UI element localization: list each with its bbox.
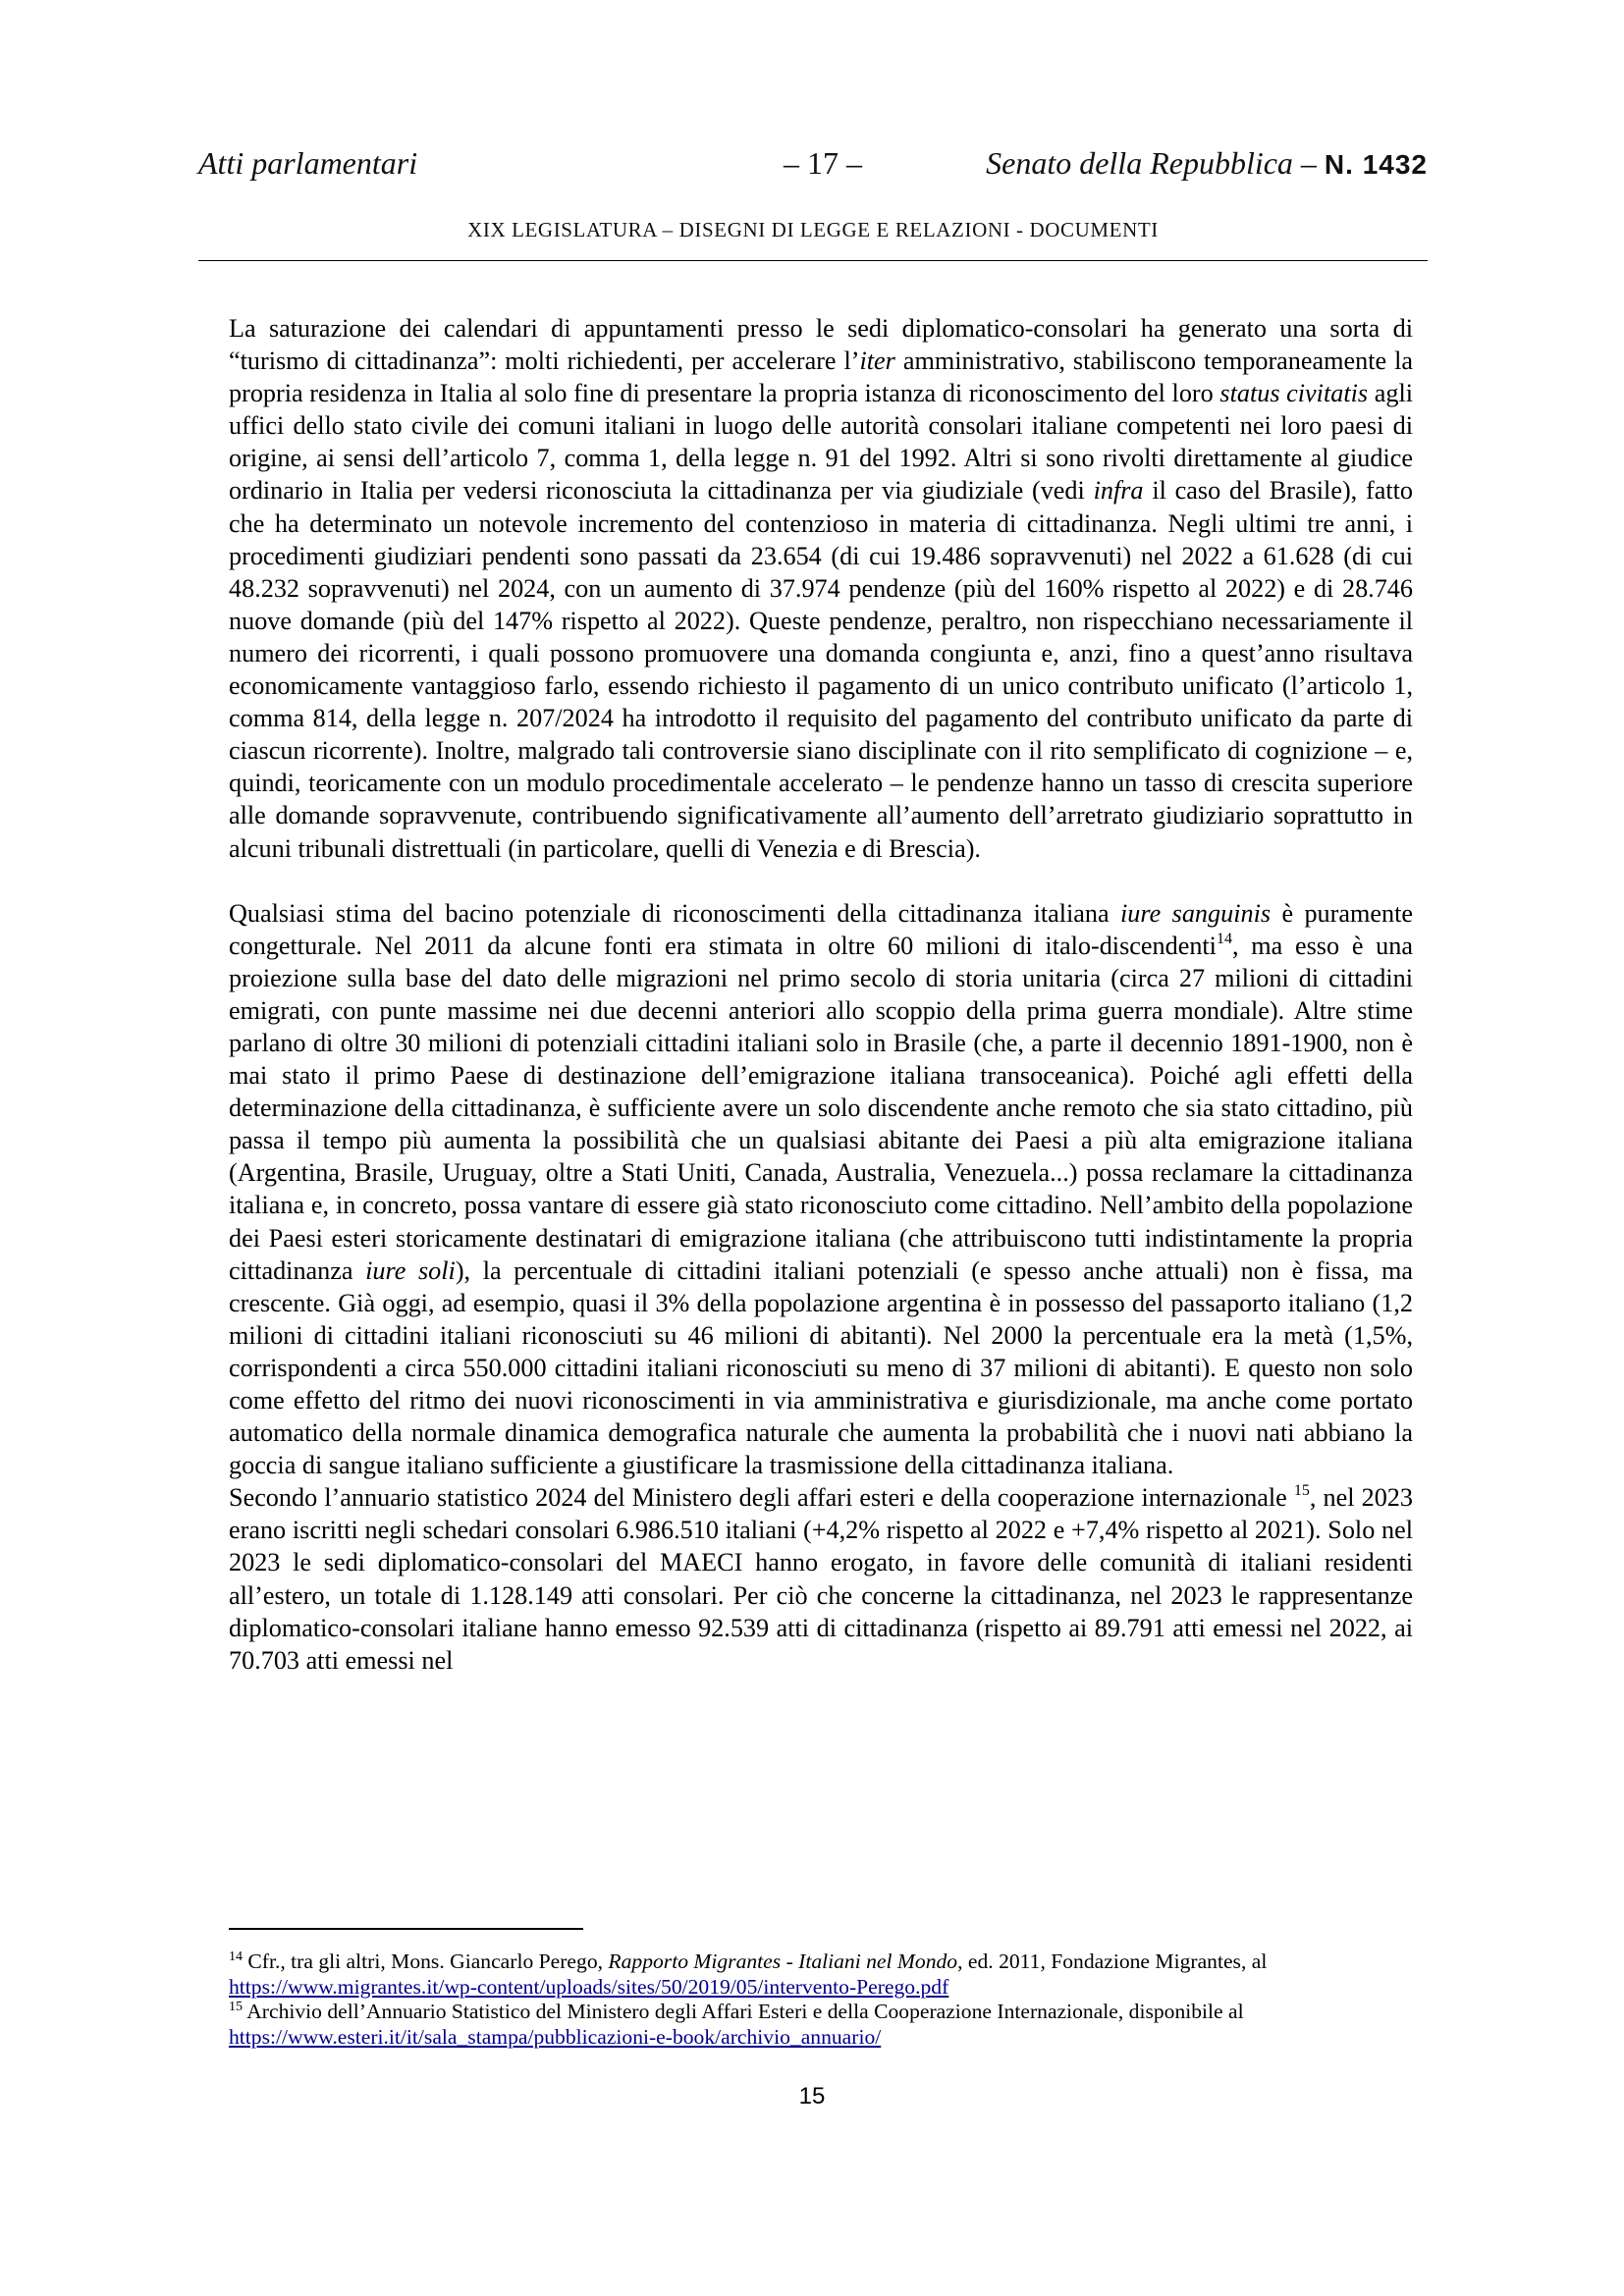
footnote-14-link[interactable]: https://www.migrantes.it/wp-content/uploads/sites/50/2019/05/intervento-Perego.pdf [229,1974,949,1999]
footnote-14 [229,1949,1413,2000]
header-divider [198,260,1428,261]
header-subtitle: XIX LEGISLATURA – DISEGNI DI LEGGE E RELAZIONI - DOCUMENTI [467,218,1159,241]
text-span: Archivio dell’Annuario Statistico del Ministero degli Affari Esteri e della Cooperazione Internazionale, disponibile al [243,2000,1244,2023]
header-page-number-text: – 17 – [784,145,862,181]
text-span: Cfr., tra gli altri, Mons. Giancarlo Perego, [243,1949,609,1973]
text-span: , nel 2023 erano iscritti negli schedari consolari 6.986.510 italiani (+4,2% rispetto al 2022 e +7,4% rispetto al 2021). Solo nel 2023 le sedi diplomatico-consolari del MAECI hanno erogato, in favore delle comunità di italiani residenti all’estero, un totale di 1.128.149 atti consolari. Per ciò che concerne la cittadinanza, nel 2023 le rappresentanze diplomatico-consolari italiane hanno emesso 92.539 atti di cittadinanza (rispetto ai 89.791 atti emessi nel 2022, ai 70.703 atti emessi nel [229,1483,1413,1675]
italic-span: iure sanguinis [1120,898,1272,928]
paragraph-annuario [229,1481,1413,1677]
header-senate-label: Senato della Repubblica [986,145,1293,181]
italic-span: infra [1093,476,1144,506]
text-span: il caso del Brasile), fatto che ha determinato un notevole incremento del contenzioso in materia di cittadinanza. Negli ultimi tre anni, i procedimenti giudiziari pendenti sono passati da 23.654 (di cui 19.486 sopravvenuti) nel 2022 a 61.628 (di cui 48.232 sopravvenuti) nel 2024, con un aumento di 37.974 pendenze (più del 160% rispetto al 2022) e di 28.746 nuove domande (più del 147% rispetto al 2022). Queste pendenze, peraltro, non rispecchiano necessariamente il numero dei ricorrenti, i quali possono promuovere una domanda congiunta e, anzi, fino a quest’anno risultava economicamente vantaggioso farlo, essendo richiesto il pagamento di un unico contributo unificato (l’articolo 1, comma 814, della legge n. 207/2024 ha introdotto il requisito del pagamento del contributo unificato da parte di ciascun ricorrente). Inoltre, malgrado tali controversie siano disciplinate con il rito semplificato di cognizione – e, quindi, teoricamente con un modulo procedimentale accelerato – le pendenze hanno un tasso di crescita superiore alle domande sopravvenute, contribuendo significativamente all’aumento dell’arretrato giudiziario soprattutto in alcuni tribunali distrettuali (in particolare, quelli di Venezia e di Brescia). [229,476,1413,863]
paragraph-saturazione [229,312,1413,865]
italic-span: iter [859,347,895,376]
text-span: amministrativo, stabiliscono temporaneamente la propria residenza in Italia al solo fine di presentare la propria istanza di riconoscimento del loro [229,347,1413,408]
text-span: ), la percentuale di cittadini italiani potenziali (e spesso anche attuali) non è fissa, ma crescente. Già oggi, ad esempio, quasi il 3% della popolazione argentina è in possesso del passaporto italiano (1,2 milioni di cittadini italiani riconosciuti su 46 milioni di abitanti). Nel 2000 la percentuale era la metà (1,5%, corrispondenti a circa 550.000 cittadini italiani riconosciuti su meno di 37 milioni di abitanti). E questo non solo come effetto del ritmo dei nuovi riconoscimenti in via amministrativa e giurisdizionale, ma anche come portato automatico della normale dinamica demografica naturale che aumenta la probabilità che i nuovi nati abbiano la goccia di sangue italiano sufficiente a giustificare la trasmissione della cittadinanza italiana. [229,1255,1413,1480]
footnote-ref-15[interactable]: 15 [1293,1482,1310,1500]
footnote-15-link[interactable]: https://www.esteri.it/it/sala_stampa/pubblicazioni-e-book/archivio_annuario/ [229,2024,882,2049]
page-number: 15 [798,2083,826,2109]
text-span: , ed. 2011, Fondazione Migrantes, al [957,1949,1268,1973]
text-span: Secondo l’annuario statistico 2024 del Ministero degli affari esteri e della cooperazione internazionale [229,1483,1287,1513]
page-header [198,145,1428,190]
header-right-title [986,145,1428,182]
footnote-divider [229,1928,583,1930]
text-span: , ma esso è una proiezione sulla base del dato delle migrazioni nel primo secolo di storia unitaria (circa 27 milioni di cittadini emigrati, con punte massime nei due decenni anteriori allo scoppio della prima guerra mondiale). Altre stime parlano di oltre 30 milioni di potenziali cittadini italiani solo in Brasile (che, a parte il decennio 1891-1900, non è mai stato il primo Paese di destinazione dell’emigrazione italiana transoceanica). Poiché agli effetti della determinazione della cittadinanza, è sufficiente avere un solo discendente anche remoto che sia stato cittadino, più passa il tempo più aumenta la possibilità che un qualsiasi abitante dei Paesi a più alta emigrazione italiana (Argentina, Brasile, Uruguay, oltre a Stati Uniti, Canada, Australia, Venezuela...) possa reclamare la cittadinanza italiana e, in concreto, possa vantare di essere già stato riconosciuto come cittadino. Nell’ambito della popolazione dei Paesi esteri storicamente destinatari di emigrazione italiana (che attribuiscono tutti indistintamente la propria cittadinanza [229,931,1413,1285]
footnote-15 [229,2000,1413,2050]
header-separator: – [1292,145,1325,181]
footnote-number: 15 [229,2000,243,2014]
paragraph-stima-bacino [229,897,1413,1482]
header-document-number: N. 1432 [1324,149,1428,180]
italic-span: status civitatis [1219,379,1369,408]
document-body [229,312,1413,1677]
italic-span: Rapporto Migrantes - Italiani nel Mondo [608,1949,958,1973]
text-span: Qualsiasi stima del bacino potenziale di riconoscimenti della cittadinanza italiana [229,898,1121,928]
footnotes [229,1949,1413,2050]
text-span: agli uffici dello stato civile dei comuni italiani in luogo delle autorità consolari italiane competenti nei loro paesi di origine, ai sensi dell’articolo 7, comma 1, della legge n. 91 del 1992. Altri si sono rivolti direttamente al giudice ordinario in Italia per vedersi riconosciuta la cittadinanza per via giudiziale (vedi [229,379,1413,506]
text-span: La saturazione dei calendari di appuntamenti presso le sedi diplomatico-consolari ha generato una sorta di “turismo di cittadinanza”: molti richiedenti, per accelerare l’ [229,314,1413,376]
footnote-number: 14 [229,1949,243,1964]
text-span: è puramente congetturale. Nel 2011 da alcune fonti era stimata in oltre 60 milioni di italo-discendenti [229,898,1413,960]
italic-span: iure soli [365,1255,456,1285]
footnote-ref-14[interactable]: 14 [1216,930,1232,947]
header-left-title: Atti parlamentari [198,145,418,181]
